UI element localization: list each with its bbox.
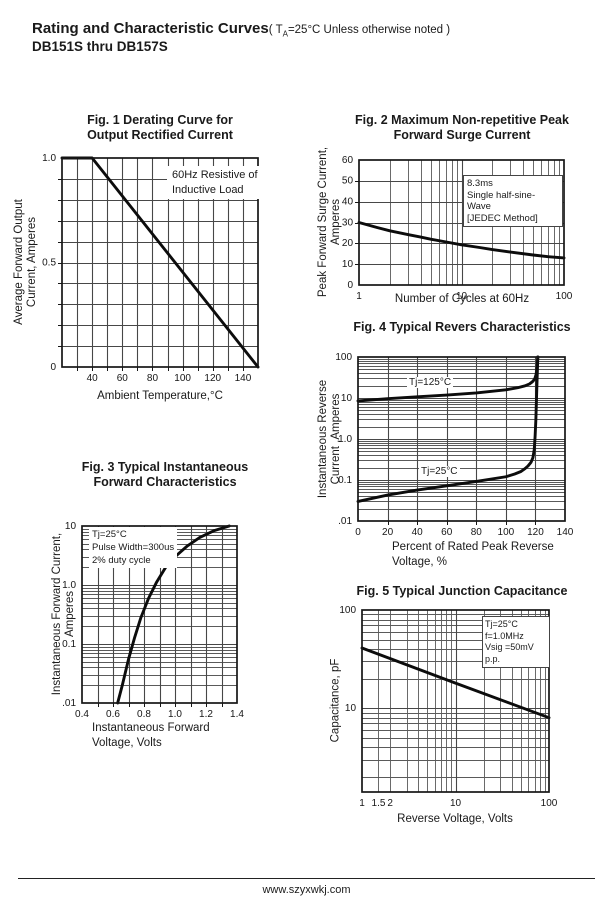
figure-5-x-axis-label: Reverse Voltage, Volts (397, 813, 513, 825)
figure-2-x-axis-label: Number of Cycles at 60Hz (394, 293, 530, 305)
figure-3-y-axis-label: Instantaneous Forward Current, Amperes (51, 532, 76, 696)
page-title-text: Rating and Characteristic Curves (32, 20, 269, 37)
part-number-range: DB151S thru DB157S (32, 39, 168, 54)
figure-5-y-axis-label: Capacitance, pF (329, 658, 342, 743)
figure-4-x-axis-label: Percent of Rated Peak Reverse Voltage, % (392, 541, 554, 568)
figure-3-x-axis-label: Instantaneous Forward Voltage, Volts (92, 722, 210, 749)
footer-divider (18, 878, 595, 879)
figure-2-annotation: 8.3ms Single half-sine-Wave [JEDEC Method] (463, 175, 563, 227)
figure-2-title: Fig. 2 Maximum Non-repetitive Peak Forward Surge Current (355, 113, 569, 142)
curve-label-tj-125c: Tj=125°C (409, 377, 452, 388)
figure-4-y-axis-label: Instantaneous Reverse Current ,Amperes (317, 379, 342, 499)
figure-3-annotation: Tj=25°C Pulse Width=300us 2% duty cycle (89, 527, 177, 568)
footer-url: www.szyxwkj.com (262, 884, 351, 896)
figure-5-title: Fig. 5 Typical Junction Capacitance (356, 584, 568, 598)
figure-1-title: Fig. 1 Derating Curve for Output Rectified Current (87, 113, 233, 142)
figure-5-annotation: Tj=25°C f=1.0MHz Vsig =50mV p.p. (482, 616, 550, 668)
figure-1-y-axis-label: Average Forward Output Current, Amperes (13, 199, 38, 325)
page-title-note: ( $T_A=25^\circ C$ Unless otherwise noted ) (268, 24, 451, 39)
page-title (32, 20, 450, 38)
figure-1-x-axis-label: Ambient Temperature,°C (97, 390, 223, 402)
figure-4-title: Fig. 4 Typical Revers Characteristics (353, 320, 571, 334)
curve-label-tj-25c: Tj=25°C (421, 466, 458, 477)
figure-2-y-axis-label: Peak Forward Surge Current, Amperes (317, 146, 342, 298)
figure-1-annotation: 60Hz Resistive of Inductive Load (167, 166, 263, 199)
figure-3-title: Fig. 3 Typical Instantaneous Forward Characteristics (81, 460, 249, 489)
